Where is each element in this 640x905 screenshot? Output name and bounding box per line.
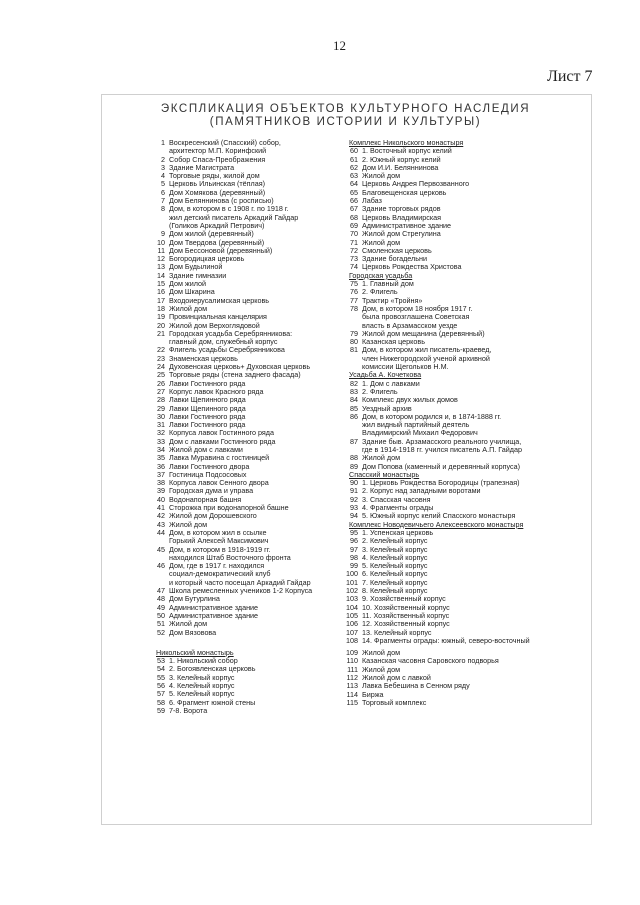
item-number: 40 xyxy=(157,494,165,504)
item-number: 33 xyxy=(157,436,165,446)
item-number: 56 xyxy=(157,681,165,690)
item-text: 5. Келейный корпус xyxy=(169,689,235,699)
item-number: 9 xyxy=(161,229,165,239)
item-text: и который часто посещал Аркадий Гайдар xyxy=(169,577,311,587)
item-text: Лавка Муравина с гостиницей xyxy=(169,453,270,463)
item-number: 10 xyxy=(157,237,165,247)
item-number: 23 xyxy=(157,353,165,363)
item-text: Жилой дом мещанина (деревянный) xyxy=(362,328,485,338)
item-number: 76 xyxy=(350,287,358,297)
item-text: Дом И.И. Беляннинова xyxy=(362,162,439,172)
item-number: 73 xyxy=(350,254,358,264)
item-number: 42 xyxy=(157,511,165,521)
item-text: Административное здание xyxy=(362,220,452,230)
list-item xyxy=(150,707,312,715)
sheet-label: Лист 7 xyxy=(547,68,593,85)
item-text: Корпус лавок Красного ряда xyxy=(169,386,264,396)
item-number: 17 xyxy=(157,295,165,305)
item-text: Дом, в котором в 1918-1919 гг. xyxy=(169,544,271,554)
item-number: 34 xyxy=(157,444,165,454)
item-number: 35 xyxy=(157,453,165,463)
item-text: 3. Келейный корпус xyxy=(169,672,235,682)
item-number: 115 xyxy=(346,697,358,707)
item-number: 51 xyxy=(157,619,165,629)
item-text: Здание быв. Арзамасского реального училища, xyxy=(362,436,522,446)
item-number: 11 xyxy=(157,245,165,255)
item-text: Жилой дом xyxy=(362,237,401,247)
item-text: Городская усадьба Серебрянникова: xyxy=(169,328,293,338)
item-number: 112 xyxy=(346,673,358,682)
item-text: Жилой дом Верхоглядовой xyxy=(169,320,260,330)
item-number: 106 xyxy=(346,619,358,629)
item-text: где в 1914-1918 гг. учился писатель А.П. Гайдар xyxy=(362,444,522,454)
item-text: Церковь Рождества Христова xyxy=(362,262,462,272)
item-number: 77 xyxy=(350,295,358,305)
item-text: Корпуса лавок Сенного двора xyxy=(169,478,269,488)
item-number: 65 xyxy=(350,187,358,197)
section-heading: Комплекс Новодевичьего Алексеевского монастыря xyxy=(349,519,524,529)
item-text: Дом жилой xyxy=(169,279,206,289)
item-text: 7-8. Ворота xyxy=(169,705,208,715)
item-text: 6. Фрагмент южной стены xyxy=(169,697,256,707)
item-text: Административное здание xyxy=(169,610,259,620)
item-number: 66 xyxy=(350,196,358,206)
item-text: Здание Магистрата xyxy=(169,162,235,172)
item-text: 2. Богоявленская церковь xyxy=(169,664,256,674)
item-text: Жилой дом с лавками xyxy=(169,444,243,454)
item-number: 93 xyxy=(350,503,358,513)
section-heading: Комплекс Никольского монастыря xyxy=(349,138,464,147)
item-number: 103 xyxy=(346,594,358,604)
item-text: Дом, в котором 18 ноября 1917 г. xyxy=(362,303,473,313)
item-number: 37 xyxy=(157,469,165,479)
item-text: Церковь Владимирская xyxy=(362,212,442,222)
item-number: 111 xyxy=(347,664,358,674)
item-text: 2. Корпус над западными воротами xyxy=(362,486,481,496)
item-number: 68 xyxy=(350,212,358,222)
item-number: 82 xyxy=(350,378,358,388)
item-text: Горький Алексей Максимович xyxy=(169,536,269,546)
item-text: 13. Келейный корпус xyxy=(362,627,432,637)
item-number: 22 xyxy=(157,345,165,355)
item-text: (Голиков Аркадий Петрович) xyxy=(169,220,265,230)
item-number: 69 xyxy=(350,220,358,230)
item-number: 78 xyxy=(350,303,358,313)
item-text: 14. Фрагменты ограды: южный, северо-восточный xyxy=(362,635,530,645)
item-text: 1. Дом с лавками xyxy=(362,378,420,388)
item-number: 52 xyxy=(157,627,165,637)
item-text: Дом Бутурлина xyxy=(169,594,220,604)
item-number: 20 xyxy=(157,320,165,330)
item-number: 100 xyxy=(346,569,358,579)
item-text: находился Штаб Восточного фронта xyxy=(169,552,291,562)
item-number: 97 xyxy=(350,544,358,554)
item-text: 1. Успенская церковь xyxy=(362,527,434,537)
item-number: 46 xyxy=(157,561,165,571)
item-number: 95 xyxy=(350,527,358,537)
item-number: 48 xyxy=(157,594,165,604)
item-number: 13 xyxy=(157,262,165,272)
item-number: 1 xyxy=(161,138,165,147)
item-text: Владимирский Михаил Федорович xyxy=(362,428,478,438)
item-number: 60 xyxy=(350,146,358,156)
item-text: Дом, в котором жил в ссылке xyxy=(169,527,267,537)
item-text: 4. Фрагменты ограды xyxy=(362,503,434,513)
item-number: 99 xyxy=(350,561,358,571)
item-number: 49 xyxy=(157,602,165,612)
item-text: Дом Вязовова xyxy=(169,627,217,637)
item-text: Жилой дом Дорошевского xyxy=(169,511,257,521)
item-text: Комплекс двух жилых домов xyxy=(362,395,458,405)
item-text: Здание торговых рядов xyxy=(362,204,441,214)
item-text: Лавки Гостинного ряда xyxy=(169,378,246,388)
item-number: 91 xyxy=(350,486,358,496)
item-text: Уездный архив xyxy=(362,403,412,413)
item-number: 81 xyxy=(350,345,358,355)
left-column-list xyxy=(150,139,312,715)
item-text: Лавки Щепинного ряда xyxy=(169,395,246,405)
item-number: 15 xyxy=(157,279,165,289)
item-number: 61 xyxy=(350,154,358,164)
item-text: Воскресенский (Спасский) собор, xyxy=(169,138,281,147)
item-text: 2. Флигель xyxy=(362,386,398,396)
item-text: Богородицкая церковь xyxy=(169,254,245,264)
item-number: 29 xyxy=(157,403,165,413)
item-text: Жилой дом xyxy=(362,664,401,674)
item-text: Дом Бессоновой (деревянный) xyxy=(169,245,273,255)
list-item xyxy=(343,699,530,707)
item-number: 24 xyxy=(157,362,165,372)
item-number: 102 xyxy=(346,586,358,596)
item-text: Здание гимназии xyxy=(169,270,227,280)
item-number: 67 xyxy=(350,204,358,214)
item-number: 38 xyxy=(157,478,165,488)
item-text: Флигель усадьбы Серебрянникова xyxy=(169,345,285,355)
item-text: 10. Хозяйственный корпус xyxy=(362,602,450,612)
item-text: Церковь Андрея Первозванного xyxy=(362,179,470,189)
item-text: Жилой дом xyxy=(362,648,401,658)
item-number: 6 xyxy=(161,187,165,197)
item-text: Торговые ряды, жилой дом xyxy=(169,171,260,181)
item-text: Гостиница Подсосовых xyxy=(169,469,247,479)
item-number: 8 xyxy=(161,204,165,214)
item-text: 5. Южный корпус келий Спасского монастыря xyxy=(362,511,516,521)
item-number: 28 xyxy=(157,395,165,405)
item-text: была провозглашена Советская xyxy=(362,312,470,322)
item-text: Дом жилой (деревянный) xyxy=(169,229,254,239)
item-number: 72 xyxy=(350,245,358,255)
item-number: 79 xyxy=(350,328,358,338)
item-number: 12 xyxy=(157,254,165,264)
item-text: жил видный партийный деятель xyxy=(362,420,470,430)
item-text: Церковь Ильинская (тёплая) xyxy=(169,179,266,189)
right-column-list xyxy=(343,139,530,707)
item-text: Лавка Бебешина в Сенном ряду xyxy=(362,681,470,691)
item-number: 86 xyxy=(350,411,358,421)
item-number: 59 xyxy=(157,705,165,715)
item-number: 7 xyxy=(161,196,165,206)
item-text: 3. Спасская часовня xyxy=(362,494,431,504)
item-number: 85 xyxy=(350,403,358,413)
item-text: Дом Хомякова (деревянный) xyxy=(169,187,266,197)
item-text: Жилой дом xyxy=(362,453,401,463)
item-text: Жилой дом xyxy=(169,303,208,313)
item-text: Школа ремесленных учеников 1-2 Корпуса xyxy=(169,586,313,596)
item-number: 87 xyxy=(350,436,358,446)
item-number: 88 xyxy=(350,453,358,463)
item-number: 47 xyxy=(157,586,165,596)
item-number: 25 xyxy=(157,370,165,380)
item-number: 19 xyxy=(157,312,165,322)
item-text: Лабаз xyxy=(362,196,382,206)
item-number: 71 xyxy=(350,237,358,247)
section-heading: Спасский монастырь xyxy=(349,469,420,479)
item-text: Лавки Щепинного ряда xyxy=(169,403,246,413)
item-text: жил детский писатель Аркадий Гайдар xyxy=(169,212,299,222)
item-text: главный дом, служебный корпус xyxy=(169,337,278,347)
item-text: Биржа xyxy=(362,689,384,699)
item-number: 92 xyxy=(350,494,358,504)
item-text: Дом Твердова (деревянный) xyxy=(169,237,265,247)
item-text: 9. Хозяйственный корпус xyxy=(362,594,446,604)
item-text: 3. Келейный корпус xyxy=(362,544,428,554)
item-number: 50 xyxy=(157,610,165,620)
item-number: 70 xyxy=(350,229,358,239)
item-text: 6. Келейный корпус xyxy=(362,569,428,579)
title-line-2: (ПАМЯТНИКОВ ИСТОРИИ И КУЛЬТУРЫ) xyxy=(209,116,482,128)
item-text: 12. Хозяйственный корпус xyxy=(362,619,450,629)
item-text: Лавки Гостинного ряда xyxy=(169,420,246,430)
item-text: Благовещенская церковь xyxy=(362,187,447,197)
item-number: 75 xyxy=(350,279,358,289)
page-number: 12 xyxy=(333,38,346,53)
item-number: 18 xyxy=(157,303,165,313)
item-text: власть в Арзамасском уезде xyxy=(362,320,458,330)
item-text: 11. Хозяйственный корпус xyxy=(362,610,450,620)
item-text: Казанская церковь xyxy=(362,337,425,347)
item-number: 105 xyxy=(346,610,358,620)
item-text: 8. Келейный корпус xyxy=(362,586,428,596)
item-text: Дом с лавками Гостинного ряда xyxy=(169,436,276,446)
item-text: Дом, где в 1917 г. находился xyxy=(169,561,265,571)
item-number: 89 xyxy=(350,461,358,471)
item-text: Жилой дом xyxy=(169,619,208,629)
section-heading: Никольский монастырь xyxy=(156,647,234,657)
list-item xyxy=(343,637,530,645)
item-number: 98 xyxy=(350,552,358,562)
item-text: Корпуса лавок Гостинного ряда xyxy=(169,428,274,438)
item-number: 5 xyxy=(161,179,165,189)
item-number: 43 xyxy=(157,519,165,529)
item-text: Провинциальная канцелярия xyxy=(169,312,267,322)
item-text: Дом Шкарина xyxy=(169,287,215,297)
item-number: 94 xyxy=(350,511,358,521)
item-number: 57 xyxy=(157,689,165,699)
item-number: 55 xyxy=(157,672,165,682)
item-number: 31 xyxy=(157,420,165,430)
item-text: Дом Попова (каменный и деревянный корпуса) xyxy=(362,461,520,471)
item-number: 54 xyxy=(157,664,165,674)
item-text: Дом, в котором в с 1908 г. по 1918 г. xyxy=(169,204,289,214)
item-number: 64 xyxy=(350,179,358,189)
item-number: 26 xyxy=(157,378,165,388)
item-number: 16 xyxy=(157,287,165,297)
item-text: 4. Келейный корпус xyxy=(169,681,235,690)
item-text: 1. Главный дом xyxy=(362,279,414,289)
item-number: 36 xyxy=(157,461,165,471)
item-text: комиссии Щегольков Н.М. xyxy=(362,362,449,372)
item-number: 45 xyxy=(157,544,165,554)
item-text: Трактир «Тройня» xyxy=(362,295,423,305)
section-heading: Городская усадьба xyxy=(349,270,413,280)
item-number: 101 xyxy=(346,577,358,587)
item-number: 30 xyxy=(157,411,165,421)
item-text: 2. Южный корпус келий xyxy=(362,154,441,164)
item-number: 63 xyxy=(350,171,358,181)
item-text: Знаменская церковь xyxy=(169,353,238,363)
item-text: Дом, в котором родился и, в 1874-1888 гг. xyxy=(362,411,502,421)
item-text: социал-демократический клуб xyxy=(169,569,271,579)
item-text: Входоиерусалимская церковь xyxy=(169,295,270,305)
item-number: 83 xyxy=(350,386,358,396)
item-number: 27 xyxy=(157,386,165,396)
item-text: 1. Церковь Рождества Богородицы (трапезная) xyxy=(362,478,520,488)
item-text: 1. Восточный корпус келий xyxy=(362,146,452,156)
item-text: Здание богадельни xyxy=(362,254,427,264)
item-number: 41 xyxy=(157,503,165,513)
item-text: Водонапорная башня xyxy=(169,494,242,504)
item-text: Городская дума и управа xyxy=(169,486,254,496)
item-text: член Нижегородской ученой архивной xyxy=(362,353,490,363)
item-text: Казанская часовня Саровского подворья xyxy=(362,656,499,666)
item-number: 58 xyxy=(157,697,165,707)
item-number: 90 xyxy=(350,478,358,488)
item-number: 4 xyxy=(161,171,165,181)
item-number: 114 xyxy=(346,689,358,699)
item-text: 4. Келейный корпус xyxy=(362,552,428,562)
item-text: архитектор М.П. Коринфский xyxy=(169,146,267,156)
item-number: 96 xyxy=(350,536,358,546)
list-item xyxy=(150,629,312,637)
item-number: 110 xyxy=(346,656,358,666)
item-text: 2. Келейный корпус xyxy=(362,536,428,546)
item-text: Жилой дом xyxy=(169,519,208,529)
item-text: Сторожка при водонапорной башне xyxy=(169,503,289,513)
item-number: 14 xyxy=(157,270,165,280)
item-number: 113 xyxy=(346,681,358,691)
title-line-1: ЭКСПЛИКАЦИЯ ОБЪЕКТОВ КУЛЬТУРНОГО НАСЛЕДИЯ xyxy=(160,103,531,115)
item-number: 109 xyxy=(346,648,358,658)
item-text: Смоленская церковь xyxy=(362,245,432,255)
item-text: Лавки Гостинного ряда xyxy=(169,411,246,421)
section-heading: Усадьба А. Кочеткова xyxy=(349,370,422,380)
item-number: 2 xyxy=(161,154,165,164)
item-number: 53 xyxy=(157,656,165,666)
item-number: 39 xyxy=(157,486,165,496)
item-number: 3 xyxy=(161,162,165,172)
item-text: Дом Беляннинова (с росписью) xyxy=(169,196,274,206)
item-number: 21 xyxy=(157,328,165,338)
item-text: Торговые ряды (стена заднего фасада) xyxy=(169,370,301,380)
item-text: Жилой дом xyxy=(362,171,401,181)
item-text: Духовенская церковь+ Духовская церковь xyxy=(169,362,311,372)
item-text: Лавки Гостинного двора xyxy=(169,461,250,471)
item-text: Дом Будылиной xyxy=(169,262,223,272)
item-text: 7. Келейный корпус xyxy=(362,577,428,587)
item-number: 74 xyxy=(350,262,358,272)
section-gap xyxy=(150,637,312,649)
item-number: 80 xyxy=(350,337,358,347)
item-text: Торговый комплекс xyxy=(362,697,427,707)
item-text: Собор Спаса-Преображения xyxy=(169,154,266,164)
item-number: 32 xyxy=(157,428,165,438)
item-number: 84 xyxy=(350,395,358,405)
item-number: 108 xyxy=(346,635,358,645)
item-text: Жилой дом с лавкой xyxy=(362,673,431,682)
item-number: 104 xyxy=(346,602,358,612)
item-number: 107 xyxy=(346,627,358,637)
item-text: Жилой дом Стрегулина xyxy=(362,229,441,239)
item-text: Административное здание xyxy=(169,602,259,612)
item-text: 1. Никольский собор xyxy=(169,656,238,666)
item-number: 44 xyxy=(157,527,165,537)
item-number: 62 xyxy=(350,162,358,172)
item-text: 5. Келейный корпус xyxy=(362,561,428,571)
item-text: 2. Флигель xyxy=(362,287,398,297)
item-text: Дом, в котором жил писатель-краевед, xyxy=(362,345,492,355)
